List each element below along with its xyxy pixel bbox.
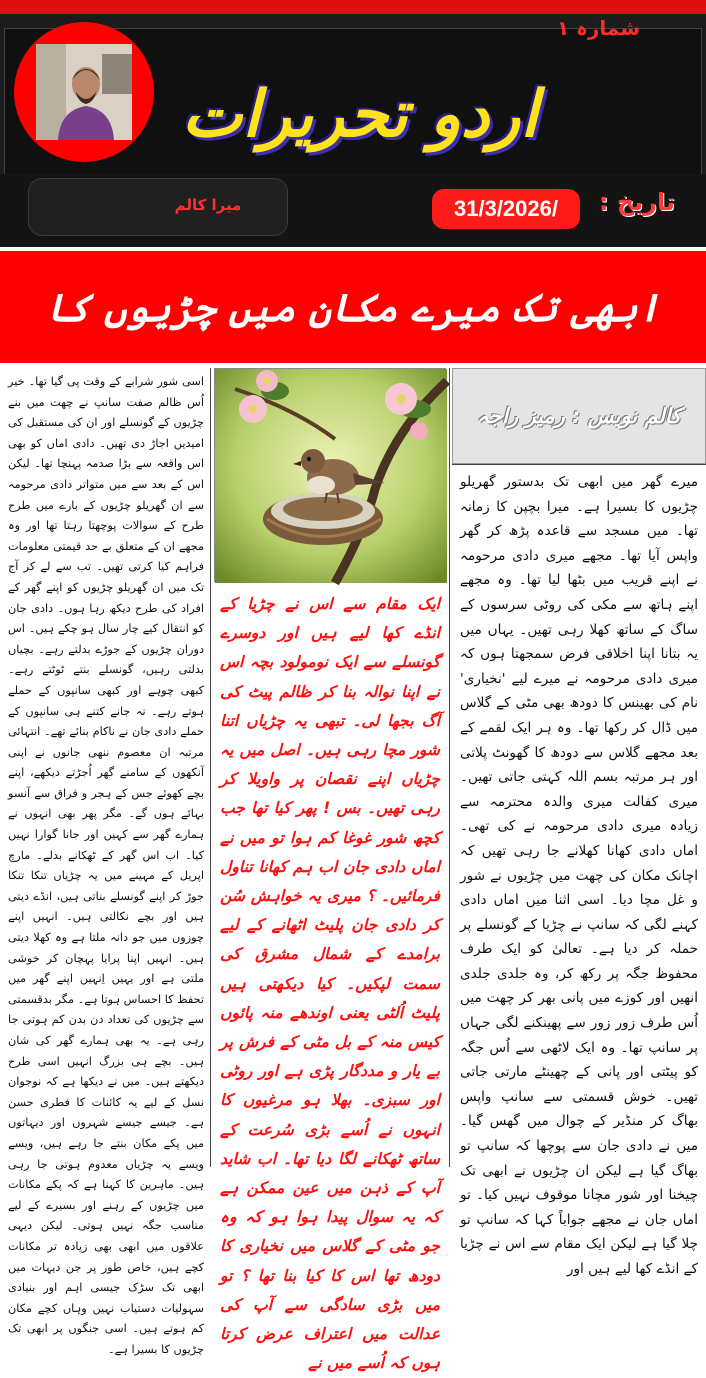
article-column-right: میرے گھر میں ابھی تک بدستور گھریلو چڑیوں کا بسیرا ہے۔ میرا بچپن کا زمانہ تھا۔ میں مسجد سے قاعدہ پڑھ کر گھر واپس آیا تھا۔ مجھے میری دادی مرحومہ نے اپنے قریب میں بٹھا لیا تھا۔ وہ مجھے اپنے ہاتھ سے مکی کی روٹی سرسوں کے ساگ کے ساتھ کھلا رہی تھیں۔ یہاں میں یہ بتانا اپنا اخلاقی فرض سمجھتا ہوں کہ میری دادی مرحومہ نے میرے لیے 'نخیاری' نام کی بھینس کا دودھ بھی مٹی کے گلاس میں ڈال کر رکھا تھا۔ وہ ہر ایک لقمے کے بعد مجھے گلاس سے دودھ کا گھونٹ پلاتی اور ہر مرتبہ بسم اللہ کہتی جاتی تھیں۔ میری کفالت میری والدہ محترمہ سے زیادہ میری دادی مرحومہ نے کی تھی۔ اماں دادی کھانا کھلانے جا رہی تھیں کہ اچانک مکان کی چھت میں چڑیوں نے شور و غل مچا دیا۔ اسی اثنا میں اماں دادی کہنے لگی کہ سانپ نے چڑیا کے گونسلے پر حملہ کر دیا ہے۔ تعالیٰ کو ایک طرف محفوظ جگہ پر رکھ کر، وہ جلدی جلدی انھیں اور کوزے میں پانی بھر کر چھت میں اُس طرف زور زور سے پھینکنے لگی جہاں پر سانپ تھا۔ وہ ایک لاٹھی سے اُس جگہ کو پیٹتی اور پانی کے چھینٹے مارتی جاتی تھیں۔ خوش قسمتی سے سانپ واپس بھاگ کر منڈیر کے چوال میں گھس گیا۔ میں نے دادی جان سے پوچھا کہ سانپ تو بھاگ گیا ہے لیکن ان چڑیوں نے ابھی تک چیخنا اور شور مچانا موقوف نہیں کیا۔ تو اماں جان نے مجھے جواباً کہا کہ سانپ تو چلا گیا ہے لیکن ایک مقام سے اس نے چڑیا کے انڈے کھا لیے ہیں اور — [460, 474, 698, 1277]
article-column-middle: ایک مقام سے اس نے چڑیا کے انڈے کھا لیے ہیں اور دوسرے گونسلے سے ایک نومولود بچہ اس نے اپنا نوالہ بنا کر ظالم پیٹ کی آگ بجھا لی۔ تبھی یہ چڑیاں اتنا شور مچا رہی ہیں۔ اصل میں یہ چڑیاں اپنے نقصان پر واویلا کر رہی تھیں۔ بس ! پھر کیا تھا جب کچھ شور غوغا کم ہوا تو میں نے اماں دادی جان اب ہم کھانا تناول فرمائیں۔ ؟ میری یہ خواہش سُن کر دادی جان پلیٹ اٹھانے کے لیے برامدے کے شمال مشرق کی سمت لپکیں۔ کیا دیکھتی ہیں پلیٹ اُلٹی یعنی اوندھے منہ پائوں کیس منہ کے بل مٹی کے فرش پر بے یار و مددگار پڑی ہے اور روٹی اور سبزی۔ بھلا ہو مرغیوں کا انہوں نے اُسے بڑی سُرعت کے ساتھ ٹھکانے لگا دیا تھا۔ اب شاید آپ کے ذہن میں عین ممکن ہے کہ یہ سوال پیدا ہوا ہو کہ وہ جو مٹی کے گلاس میں نخیاری کا دودھ تھا اس کا کیا بنا تھا ؟ تو میں بڑی سادگی سے آپ کی عدالت میں اعتراف عرض کرتا ہوں کہ اُسے میں نے — [220, 595, 440, 1373]
column-divider — [210, 368, 211, 1167]
article-column-left: اسی شور شرابے کے وقت پی گیا تھا۔ خیر اُس ظالم صفت سانپ نے چھت میں بنے چڑیوں کے گونسلے اور ان کی مستقبل کی امیدیں اجاڑ دی تھیں۔ دادی اماں کو بھی اس واقعہ سے بڑا صدمہ پہنچا تھا۔ لیکن اس کے بعد سے میں متواتر دادی مرحومہ سے ان گھریلو چڑیوں کے بارے میں طرح طرح کے سوالات پوچھتا رہتا تھا اور وہ مجھے ان کے متعلق بے حد قیمتی معلومات فراہم کیا کرتی تھیں۔ تب سے لے کر آج تک میں ان گھریلو چڑیوں کو اپنے گھر کے افراد کی طرح دیکھ رہا ہوں۔ دادی جان کو انتقال کیے چار سال ہو چکے ہیں۔ اس دوران چڑیوں کے جوڑے بدلتے رہے۔ بچیاں بدلتی رہیں، گونسلے بنتے ٹوٹتے رہے۔ کبھی چوہے اور کبھی سانپوں کے حملے ہوتے رہے۔ نہ جانے کتنے ہی سانپوں کے حملے دادی جان نے ناکام بنائے تھے۔ انتہائی مرتبہ ان معصوم ننھی جانوں نے اپنی آنکھوں کے سامنے گھر اُجڑتے دیکھے، اپنے بچے کھوئے جس کے ہجر و فراق سے آنسو بہائے ہوں گے۔ مگر پھر بھی انہوں نے ہمارے گھر سے کہیں اور جانا گوارا نہیں کیا۔ اب اس گھر کے ٹھکانے بدلے۔ مارچ اپریل کے مہینے میں یہ چڑیاں تنکا تنکا جوڑ کر اپنے گونسلے بناتی ہیں، انڈے دیتی ہیں اور بچے نکالتی ہیں۔ انہیں اپنے چوزوں میں جو دانہ ملتا ہے وہ کھلا دیتی ہیں۔ انہیں اپنا پرایا پہچان کر خوشی ملتی ہے اور یہیں اِنہیں اپنے گھر میں تحفظ کا احساس ہوتا ہے۔ مگر بدقسمتی سے چڑیوں کی تعداد دن بدن کم ہوتی جا رہی ہے۔ یہ بھی ہمارے گھر کی شان ہیں۔ بچے ہی بزرگ انہیں اسی طرح دیکھتے ہیں۔ میں نے دیکھا ہے کہ نوجوان نسل کے لیے یہ کائنات کا فطری حسن ہے۔ جیسے جیسے شہروں اور دیہاتوں میں پکے مکان بنتے جا رہے ہیں، ویسے ویسے یہ چڑیاں معدوم ہوتی جا رہی ہیں۔ ماہرین کا کہنا ہے کہ پکے مکانات میں چڑیوں کے رہنے اور بسیرے کے لیے مناسب جگہ نہیں ہوتی۔ لیکن دیہی علاقوں میں ابھی بھی زیادہ تر مکانات کچے ہیں، خاص طور پر جن دیہات میں ابھی تک سڑک جیسی اہم اور بنیادی سہولیات دستیاب نہیں وہاں کچے مکان کم ہوتے ہیں۔ اسی جنگوں پر ابھی تک چڑیوں کا بسیرا ہے۔ — [7, 375, 204, 1356]
publication-title: اردو تحریرات — [182, 78, 538, 152]
column-divider — [449, 368, 450, 1167]
column-tab — [28, 178, 288, 236]
article-headline: ابھی تک میرے مکان میں چڑیوں کا — [46, 286, 660, 330]
date-label: تاریخ : — [598, 188, 675, 216]
portrait-image — [36, 44, 132, 140]
sparrow-nest-image — [215, 369, 447, 583]
author-line: کالم نویس : رمیز راجہ — [476, 404, 682, 428]
author-portrait — [36, 44, 132, 140]
article-illustration — [214, 368, 446, 582]
column-label: میرا کالم — [174, 196, 242, 214]
issue-label: شمارہ ١ — [557, 16, 640, 40]
top-strip — [0, 0, 706, 14]
author-divider — [452, 464, 706, 465]
date-value: 31/3/2026/ — [432, 189, 580, 229]
